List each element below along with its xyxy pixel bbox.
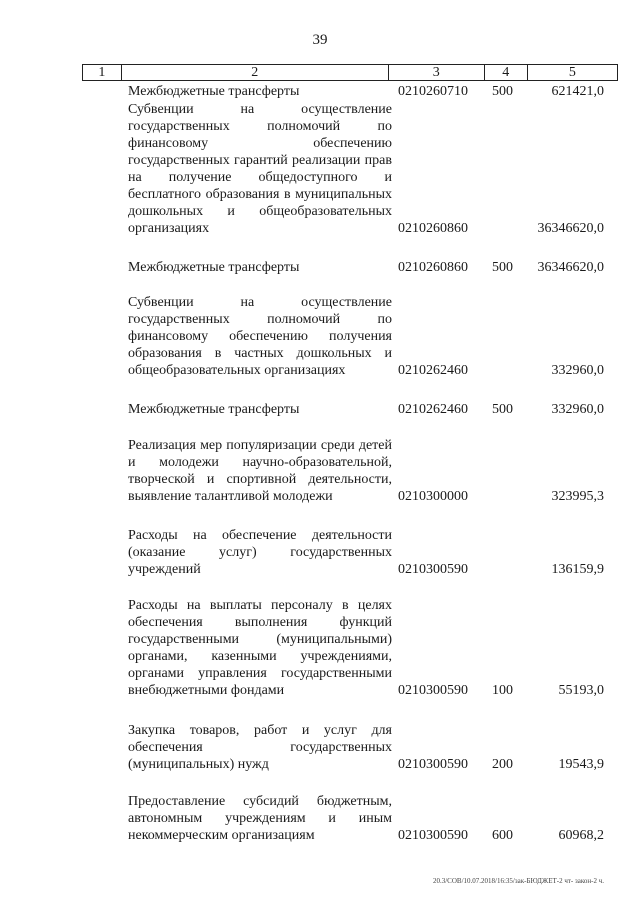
row-description: Расходы на выплаты персоналу в целях обеспечения выполнения функций государственными (муниципальными) органами, казенными учреждениями, органами управления государственными внебюджетными фондами [128,598,392,698]
row-description: Межбюджетные трансферты [128,84,300,99]
footer-note: 20.3/СОВ/10.07.2018/16:35/зак-БЮДЖЕТ-2 чт- закон-2 ч. [432,877,604,885]
row-code: 0210262460 [398,402,468,417]
row-code: 0210260860 [398,221,468,236]
column-header-1: 1 [83,65,122,81]
row-amount: 136159,9 [551,562,604,577]
row-description: Закупка товаров, работ и услуг для обеспечения государственных (муниципальных) нужд [128,723,392,772]
budget-row [0,721,640,773]
row-type: 600 [492,828,513,843]
row-code: 0210300000 [398,489,468,504]
row-description: Межбюджетные трансферты [128,260,300,275]
budget-row [0,792,640,844]
row-amount: 323995,3 [551,489,604,504]
row-amount: 55193,0 [558,683,604,698]
column-header-2: 2 [121,65,388,81]
row-code: 0210260710 [398,84,468,99]
row-code: 0210300590 [398,757,468,772]
budget-row [0,401,640,418]
row-amount: 332960,0 [551,363,604,378]
row-amount: 621421,0 [551,84,604,99]
row-type: 500 [492,84,513,99]
row-description: Субвенции на осуществление государственных полномочий по финансовому обеспечению государственных гарантий реализации прав на получение общедоступного и бесплатного образования в муниципальных дошкольных и общеобразовательных организациях [128,102,392,236]
column-header-table [82,64,618,81]
row-code: 0210300590 [398,683,468,698]
row-type: 100 [492,683,513,698]
budget-row [0,436,640,505]
row-description: Предоставление субсидий бюджетным, автономным учреждениям и иным некоммерческим организациям [128,794,392,843]
row-description: Межбюджетные трансферты [128,402,300,417]
row-type: 200 [492,757,513,772]
budget-row [0,596,640,699]
row-code: 0210262460 [398,363,468,378]
row-amount: 332960,0 [551,402,604,417]
row-description: Субвенции на осуществление государственных полномочий по финансовому обеспечению получения образования в частных дошкольных и общеобразовательных организациях [128,295,392,378]
budget-row [0,526,640,578]
column-header-row [83,65,618,81]
column-header-5: 5 [527,65,617,81]
budget-row [0,259,640,276]
row-code: 0210300590 [398,828,468,843]
column-header-4: 4 [484,65,527,81]
row-amount: 36346620,0 [537,260,604,275]
row-code: 0210300590 [398,562,468,577]
budget-row [0,102,640,237]
row-description: Расходы на обеспечение деятельности (оказание услуг) государственных учреждений [128,528,392,577]
column-header-3: 3 [388,65,484,81]
row-code: 0210260860 [398,260,468,275]
row-amount: 60968,2 [558,828,604,843]
row-amount: 36346620,0 [537,221,604,236]
row-amount: 19543,9 [558,757,604,772]
budget-row [0,293,640,379]
row-type: 500 [492,402,513,417]
row-type: 500 [492,260,513,275]
page-number: 39 [312,32,328,48]
budget-row [0,83,640,100]
row-description: Реализация мер популяризации среди детей и молодежи научно-образовательной, творческой и спортивной деятельности, выявление талантливой молодежи [128,438,392,504]
